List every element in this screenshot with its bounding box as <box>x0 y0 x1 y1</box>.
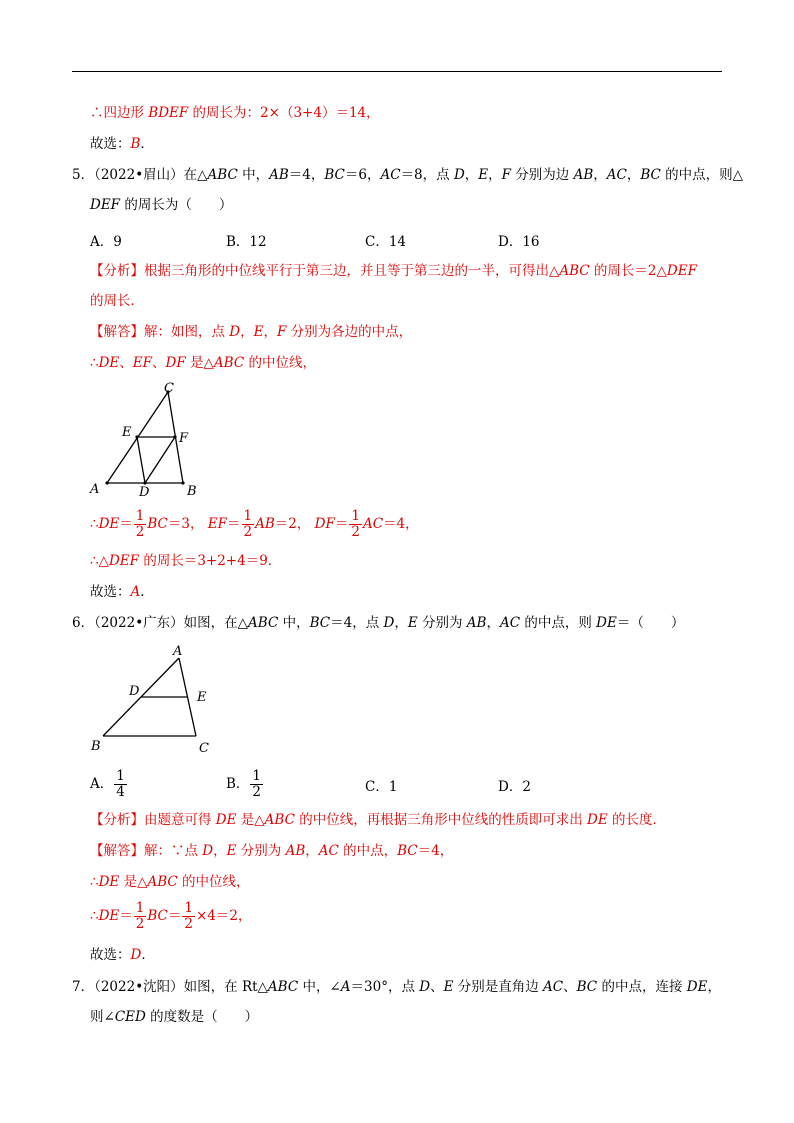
q6-option-c: C．1 <box>365 779 398 795</box>
q5-calc-line: ∴DE＝ $\frac{1}{2}$ BC＝3， EF＝ $\frac{1}{2}$ AB＝2， DF＝ $\frac{1}{2}$ AC＝4， <box>90 508 419 540</box>
q5-option-b: B．12 <box>226 234 267 250</box>
q5-stem-line2: DEF 的周长为（ ） <box>90 197 233 213</box>
label-e: E <box>122 425 132 440</box>
q6-option-d: D．2 <box>498 779 531 795</box>
fraction-one-half: $\frac{1}{2}$ <box>351 508 360 540</box>
q6-analysis: 【分析】由题意可得 DE 是△ABC 的中位线，再根据三角形中位线的性质即可求出 DE 的长度． <box>90 812 666 828</box>
segment-ed <box>137 437 145 483</box>
q6-option-a: A． $\frac{1}{4}$ <box>90 768 125 800</box>
q7-stem-line2: 则∠CED 的度数是（ ） <box>90 1009 259 1025</box>
fraction-one-half: $\frac{1}{2}$ <box>184 900 193 932</box>
q4-choice-line: 故选：B． <box>90 136 154 152</box>
header-rule <box>72 71 722 72</box>
label-e: E <box>197 690 207 705</box>
point-e <box>135 435 138 438</box>
q7-stem-line1: 7．（2022•沈阳）如图，在 Rt△ABC 中，∠A＝30°，点 D、E 分别是直角边 AC、BC 的中点，连接 DE， <box>72 979 721 995</box>
point-a <box>105 481 108 484</box>
point-b <box>181 481 184 484</box>
q5-stem-line1: 5．（2022•眉山）在△ABC 中，AB＝4，BC＝6，AC＝8，点 D，E，F 分别为边 AB，AC，BC 的中点，则△ <box>72 167 744 183</box>
label-d: D <box>129 684 140 699</box>
label-b: B <box>91 739 101 754</box>
fraction-one-half: $\frac{1}{2}$ <box>243 508 253 540</box>
q5-analysis-line2: 的周长． <box>90 293 144 309</box>
q5-perimeter-line: ∴△DEF 的周长＝3+2+4＝9． <box>90 553 282 569</box>
q5-option-d: D．16 <box>498 234 540 250</box>
q6-solution-line1: 【解答】解：∵点 D，E 分别为 AB，AC 的中点，BC＝4， <box>90 843 454 859</box>
q6-calc-line: ∴DE＝ $\frac{1}{2}$ BC＝ $\frac{1}{2}$ ×4＝2， <box>90 900 252 932</box>
q5-solution-line2: ∴DE、EF、DF 是△ABC 的中位线， <box>90 355 316 371</box>
point-f <box>173 435 176 438</box>
q6-solution-line2: ∴DE 是△ABC 的中位线， <box>90 874 250 890</box>
q6-triangle-figure <box>85 640 220 758</box>
label-d: D <box>139 485 150 500</box>
q5-triangle-figure <box>85 378 215 500</box>
fraction-one-half: $\frac{1}{2}$ <box>135 900 145 932</box>
fraction-one-half: $\frac{1}{2}$ <box>135 508 145 540</box>
q6-option-b: B． $\frac{1}{2}$ <box>226 768 262 800</box>
label-b: B <box>187 484 197 499</box>
label-c: C <box>199 741 209 756</box>
label-f: F <box>179 431 189 446</box>
q5-option-c: C．14 <box>365 234 407 250</box>
q5-analysis-line1: 【分析】根据三角形的中位线平行于第三边，并且等于第三边的一半，可得出△ABC 的周长＝2△DEF <box>90 263 697 279</box>
label-c: C <box>164 381 174 396</box>
q5-solution-line1: 【解答】解：如图，点 D，E，F 分别为各边的中点， <box>90 324 413 340</box>
q4-perimeter-line: ∴四边形 BDEF 的周长为：2×（3+4）＝14， <box>90 105 380 121</box>
q5-option-a: A．9 <box>90 234 122 250</box>
label-a: A <box>173 644 183 659</box>
q6-stem: 6．（2022•广东）如图，在△ABC 中，BC＝4，点 D，E 分别为 AB，AC 的中点，则 DE＝（ ） <box>72 615 685 631</box>
q5-choice-line: 故选：A． <box>90 584 154 600</box>
segment-fd <box>145 437 175 483</box>
q6-choice-line: 故选：D． <box>90 947 155 963</box>
label-a: A <box>90 482 100 497</box>
